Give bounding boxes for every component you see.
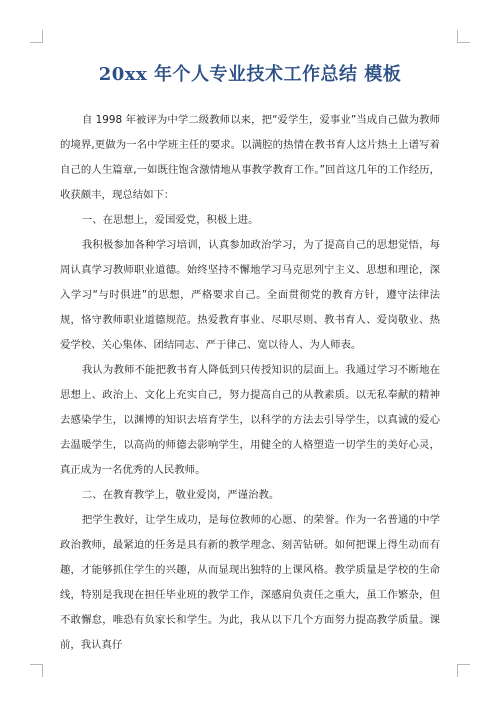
crop-mark-top-right [457,30,470,43]
section-heading-1: 一、在思想上，爱国爱党，积极上进。 [81,214,259,226]
crop-mark-top-left [30,30,43,43]
intro-paragraph: 自 1998 年被评为中学二级教师以来，把“爱学生，爱事业”当成自己做为教师的境界,更做为一名中学班主任的要求。以满腔的热情在教书育人这片热土上谱写着自己的人生篇章,一如既往饱含激情地从事教学教育工作。”回首这几年的工作经历，收获颇丰，现总结如下： [60,114,440,201]
crop-mark-bottom-right [457,664,470,677]
body-paragraph: 把学生教好，让学生成功，是每位教师的心愿、的荣誉。作为一名普通的中学政治教师，最紧迫的任务是具有新的教学理念、刻苦钻研。如何把课上得生动而有趣，才能够抓住学生的兴趣，从而显现出独特的上课风格。教学质量是学校的生命线，特别是我现在担任毕业班的教学工作，深感肩负责任之重大，虽工作繁杂，但不敢懈怠，唯恐有负家长和学生。为此，我从以下几个方面努力提高教学质量。课前，我认真仔 [60,514,440,651]
crop-mark-bottom-left [30,664,43,677]
document-title: 20xx 年个人专业技术工作总结 模板 [98,64,402,85]
document-body [60,108,440,658]
body-paragraph: 我积极参加各种学习培训，认真参加政治学习，为了提高自己的思想觉悟，每周认真学习教师职业道德。始终坚持不懈地学习马克思列宁主义、思想和理论，深入学习“与时俱进”的思想，严格要求自己。全面贯彻党的教育方针，遵守法律法规，恪守教师职业道德规范。热爱教育事业、尽职尽则、教书育人、爱岗敬业、热爱学校、关心集体、团结同志、严于律己、宽以待人、为人师表。 [60,239,440,351]
body-paragraph: 我认为教师不能把教书育人降低到只传授知识的层面上。我通过学习不断地在思想上、政治上、文化上充实自己，努力提高自己的从教素质。以无私奉献的精神去感染学生，以渊博的知识去培育学生，以科学的方法去引导学生，以真诚的爱心去温暖学生，以高尚的师德去影响学生，用健全的人格塑造一切学生的美好心灵，真正成为一名优秀的人民教师。 [60,364,440,476]
section-heading-2: 二、在教育教学上，敬业爱岗，严谨治教。 [81,489,280,501]
